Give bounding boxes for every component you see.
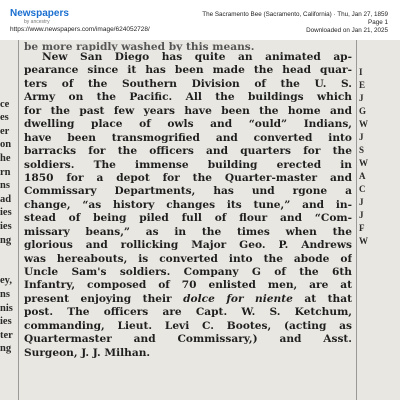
right-fragment: J: [359, 132, 364, 142]
left-fragment: he: [0, 152, 11, 164]
right-fragment: E: [359, 80, 366, 90]
right-column-fragments: [359, 40, 369, 400]
left-fragment: ce: [0, 98, 10, 110]
right-fragment: J: [359, 93, 364, 103]
article-line: for the past few years have been the home and: [24, 104, 352, 117]
column-rule-right: [356, 40, 357, 400]
left-fragment: ies: [0, 220, 12, 232]
article-line: Army on the Pacific. All the buildings which: [24, 91, 352, 104]
article-line: Surgeon, J. J. Milhan.: [24, 346, 151, 359]
right-fragment: S: [359, 145, 365, 155]
left-fragment: ies: [0, 207, 12, 219]
left-fragment: on: [0, 139, 12, 151]
article-line: Quartermaster and Commissary,) and Asst.: [24, 333, 352, 346]
left-fragment: ng: [0, 343, 12, 355]
left-fragment: [0, 247, 18, 261]
right-fragment: I: [359, 67, 363, 77]
logo-subtitle: by ancestry: [24, 19, 50, 25]
article-lines: [24, 51, 352, 360]
left-fragment: [0, 261, 18, 275]
right-fragment: A: [359, 171, 366, 181]
article-line: Infantry, composed of 70 enlisted men, are at: [24, 279, 352, 292]
right-fragment: W: [359, 236, 368, 246]
article-line: 1850 for a depot for the Quarter-master and: [24, 171, 352, 184]
article-line: Uncle Sam's soldiers. Company G of the 6th: [24, 266, 352, 278]
page-header: [0, 0, 400, 40]
article-line: was hereabouts, is converted into the abode of: [24, 252, 352, 265]
left-column-fragments: [0, 40, 18, 400]
right-fragment: C: [359, 184, 366, 194]
article-line: change, “as history changes its tune,” and in-: [24, 198, 352, 211]
left-fragment: nis: [0, 302, 13, 314]
article-text: [24, 42, 352, 360]
right-fragment: J: [359, 197, 364, 207]
article-line: dwelling place of owls and “ould” Indians,: [24, 118, 352, 131]
left-fragment: ter: [0, 329, 13, 341]
left-fragment: ad: [0, 193, 12, 205]
article-line: glorious and rollicking Major Geo. P. Andrews: [24, 239, 352, 252]
article-line: stead of being piled full of flour and “Com-: [24, 212, 352, 225]
left-fragment: ns: [0, 180, 10, 192]
left-fragment: es: [0, 112, 9, 124]
article-line: have been transmogrified and converted into: [24, 131, 352, 144]
right-fragment: W: [359, 158, 368, 168]
left-fragment: rn: [0, 166, 11, 178]
article-line: barracks for the officers and quarters for the: [24, 145, 352, 158]
article-line: pearance since it has been made the head quar-: [24, 64, 352, 77]
newspapers-logo[interactable]: [10, 9, 69, 25]
left-fragment: ey,: [0, 275, 12, 287]
citation-text: The Sacramento Bee (Sacramento, California) · Thu, Jan 27, 1859: [202, 11, 388, 18]
article-line: missary beans,” as in the times when the: [24, 225, 352, 238]
left-fragment: ng: [0, 234, 12, 246]
article-line: ters of the Southern Division of the U. S.: [24, 77, 352, 90]
left-fragment: ies: [0, 316, 12, 328]
article-line: present enjoying their dolce for niente at that: [24, 292, 352, 305]
column-rule-left: [18, 40, 19, 400]
article-line: New San Diego has quite an animated ap-: [42, 51, 352, 63]
page-number: Page 1: [368, 19, 388, 26]
article-line: soldiers. The immense building erected in: [24, 158, 352, 171]
left-fragment: [0, 84, 18, 98]
right-fragment: F: [359, 223, 365, 233]
right-fragment: W: [359, 119, 368, 129]
logo-brand: Newspapers: [10, 8, 69, 19]
download-date: Downloaded on Jan 21, 2025: [306, 27, 388, 34]
citation-block: [202, 11, 388, 35]
top-cut-line: be more rapidly washed by this means.: [24, 42, 255, 51]
newspaper-clipping: [0, 40, 400, 400]
right-fragment: J: [359, 210, 364, 220]
article-line: Commissary Departments, has und rgone a: [24, 185, 352, 198]
left-fragment: er: [0, 125, 10, 137]
left-fragment: ns: [0, 288, 10, 300]
article-line: post. The officers are Capt. W. S. Ketchum,: [24, 306, 352, 319]
source-url[interactable]: https://www.newspapers.com/image/624052728/: [10, 26, 150, 33]
right-fragment: G: [359, 106, 367, 116]
article-line: commanding, Lieut. Levi C. Bootes, (acting as: [24, 319, 352, 332]
